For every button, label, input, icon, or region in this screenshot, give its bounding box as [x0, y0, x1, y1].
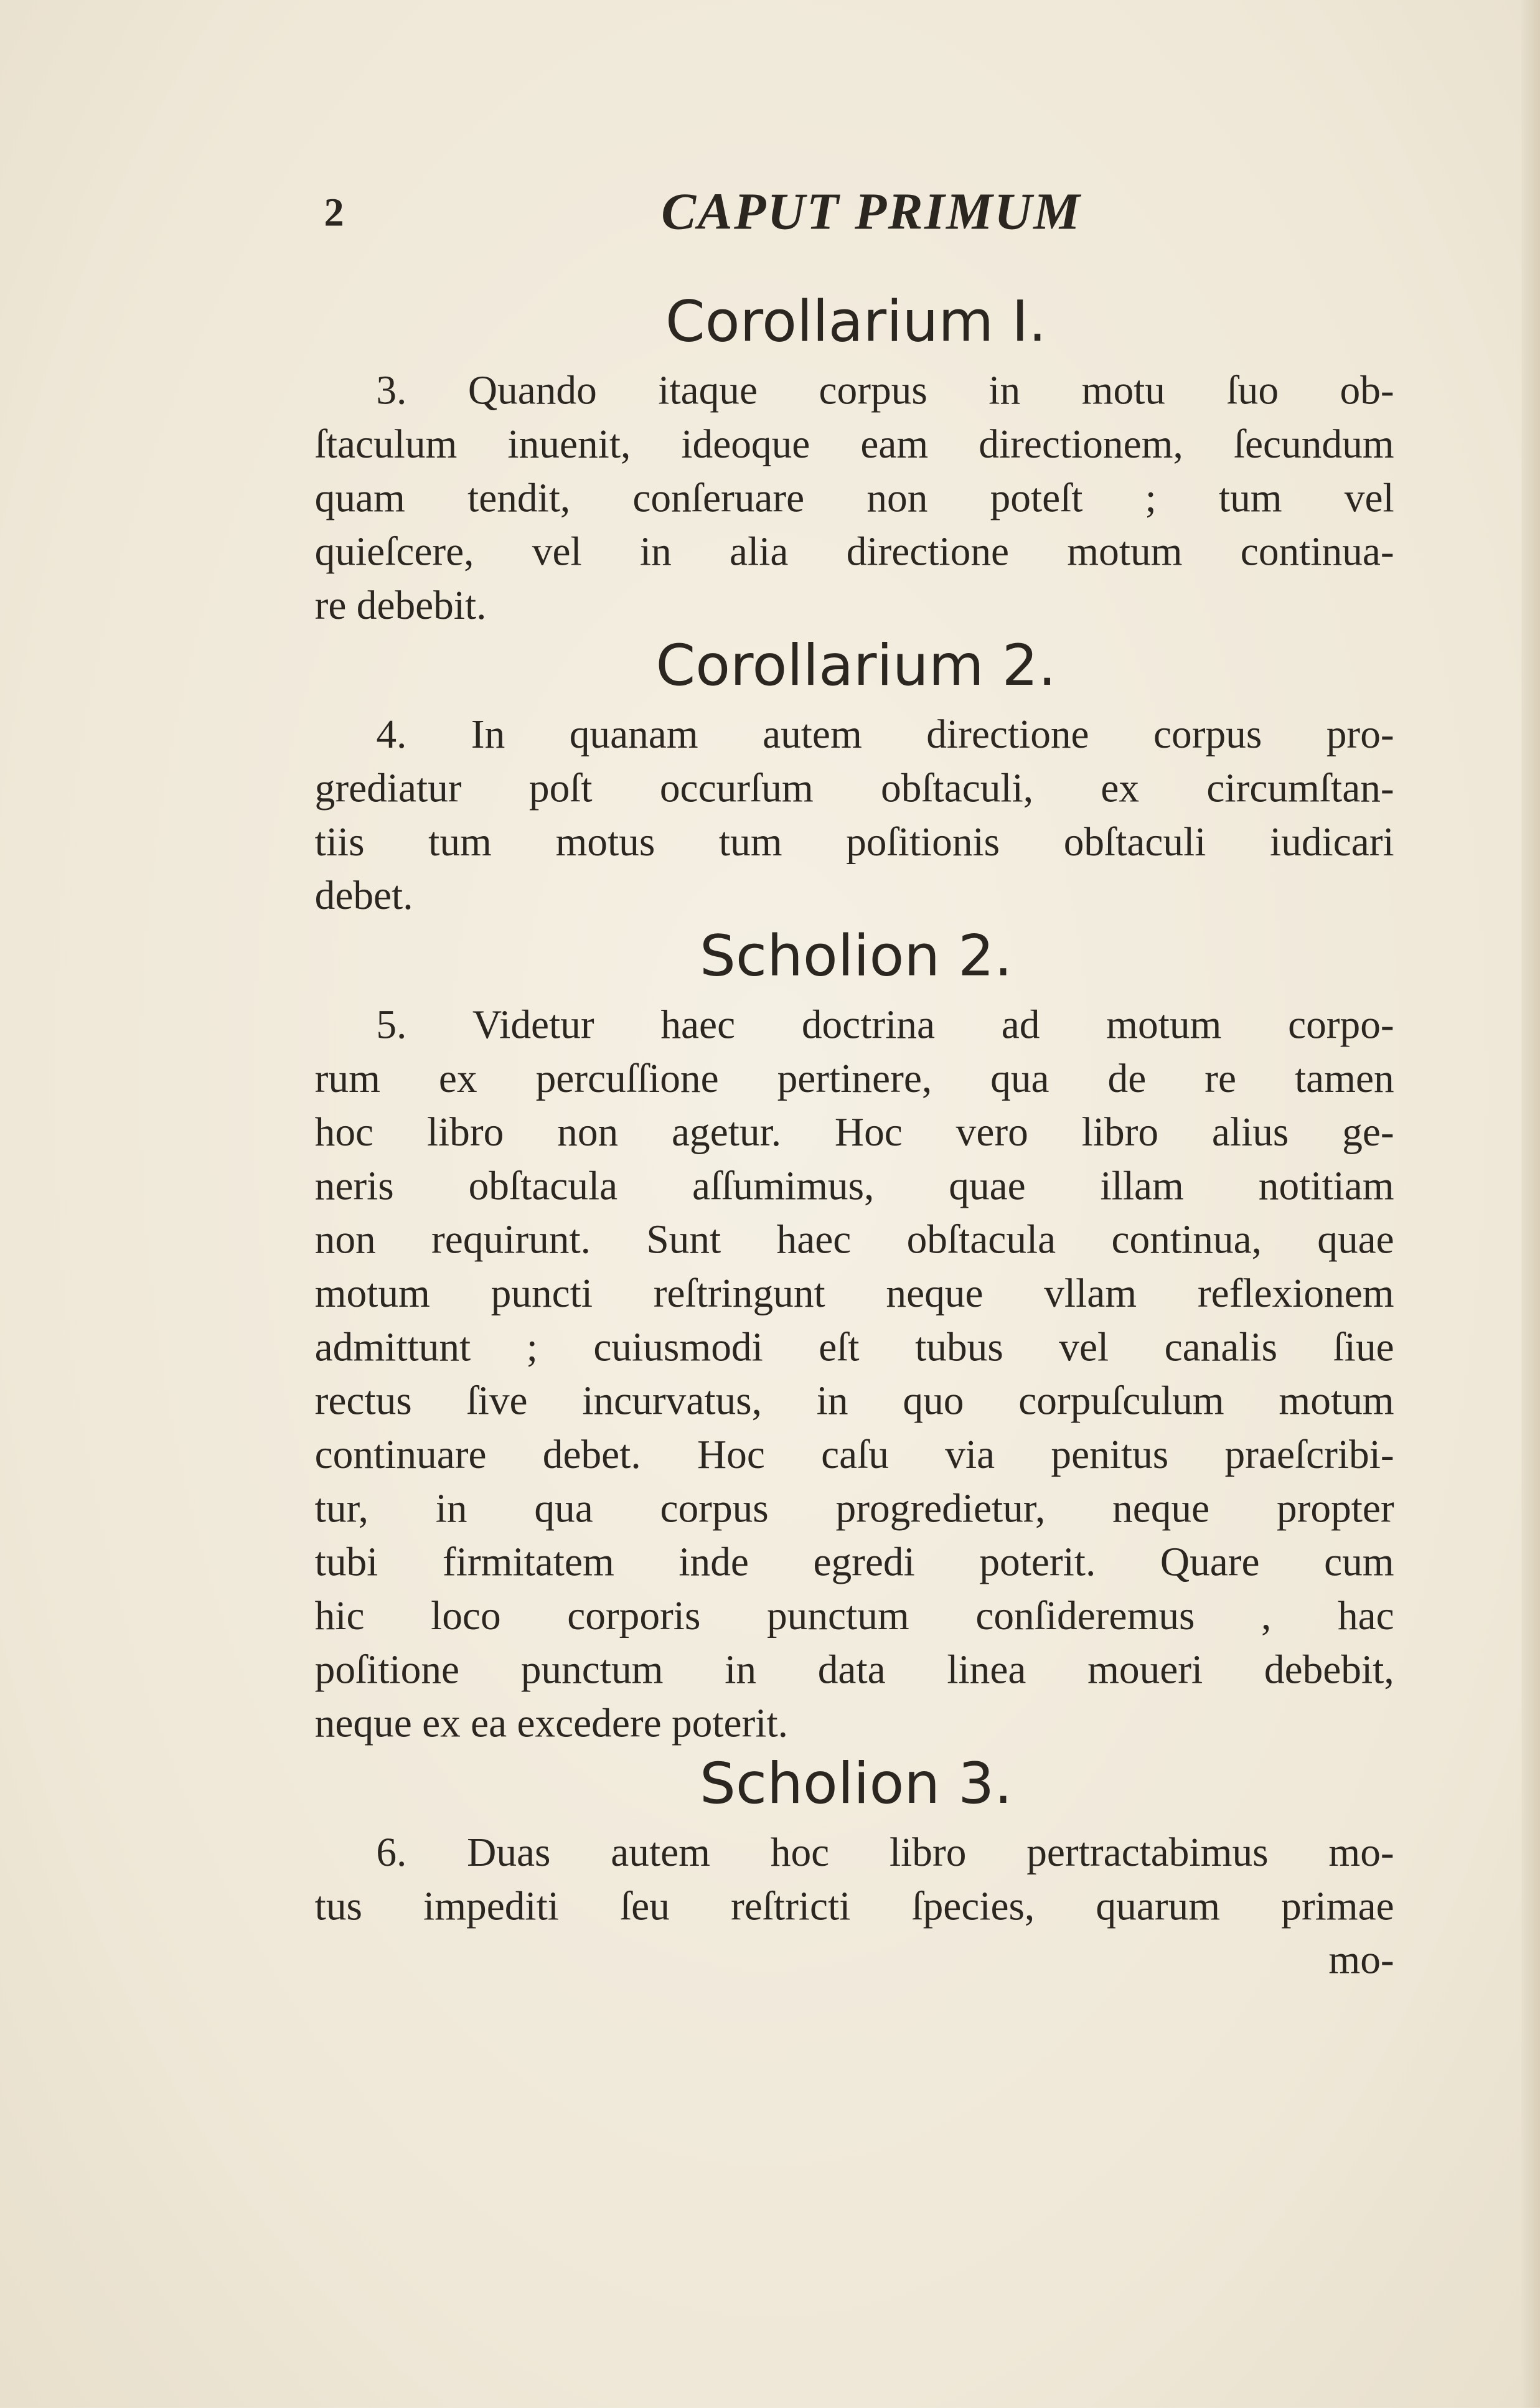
text-line: continuare debet. Hoc caſu via penitus praeſcribi- — [314, 1431, 1394, 1477]
running-head — [315, 184, 1397, 246]
section-heading: Corollarium 2. — [655, 633, 1056, 699]
text-line: re debebit. — [314, 581, 487, 628]
text-line: debet. — [314, 872, 413, 919]
text-line: tus impediti ſeu reſtricti ſpecies, quarum primae — [314, 1883, 1394, 1929]
page-number: 2 — [324, 190, 344, 235]
text-line: tubi firmitatem inde egredi poterit. Quare cum — [314, 1538, 1394, 1585]
text-line: 3. Quando itaque corpus in motu ſuo ob- — [376, 367, 1394, 413]
page-edge — [1521, 0, 1540, 2408]
text-line: hoc libro non agetur. Hoc vero libro alius ge- — [314, 1108, 1394, 1155]
text-line: grediatur poſt occurſum obſtaculi, ex circumſtan- — [314, 764, 1394, 811]
text-line: hic loco corporis punctum conſideremus , hac — [314, 1592, 1394, 1639]
text-line: 5. Videtur haec doctrina ad motum corpo- — [376, 1001, 1394, 1048]
section-heading: Scholion 2. — [699, 923, 1013, 989]
text-line: motum puncti reſtringunt neque vllam reflexionem — [314, 1269, 1394, 1316]
text-line: non requirunt. Sunt haec obſtacula continua, quae — [314, 1216, 1394, 1263]
text-line: quieſcere, vel in alia directione motum continua- — [314, 528, 1394, 575]
text-line: tiis tum motus tum poſitionis obſtaculi iudicari — [314, 818, 1394, 865]
text-line: neque ex ea excedere poterit. — [314, 1700, 788, 1746]
text-line: poſitione punctum in data linea moueri debebit, — [314, 1646, 1394, 1693]
running-title: CAPUT PRIMUM — [661, 184, 1082, 242]
section-heading: Corollarium I. — [665, 288, 1047, 355]
text-line: rum ex percuſſione pertinere, qua de re tamen — [314, 1055, 1394, 1101]
text-line: admittunt ; cuiusmodi eſt tubus vel canalis ſiue — [314, 1324, 1394, 1370]
section-heading: Scholion 3. — [699, 1750, 1013, 1817]
text-line: rectus ſive incurvatus, in quo corpuſculum motum — [314, 1377, 1394, 1424]
text-line: 4. In quanam autem directione corpus pro- — [376, 711, 1394, 758]
text-line: ſtaculum inuenit, ideoque eam directionem, ſecundum — [314, 420, 1394, 467]
text-line: mo- — [1328, 1936, 1394, 1983]
text-line: 6. Duas autem hoc libro pertractabimus mo- — [376, 1828, 1394, 1875]
text-line: neris obſtacula aſſumimus, quae illam notitiam — [314, 1162, 1394, 1209]
text-line: quam tendit, conſeruare non poteſt ; tum vel — [314, 474, 1394, 521]
text-line: tur, in qua corpus progredietur, neque propter — [314, 1485, 1394, 1531]
